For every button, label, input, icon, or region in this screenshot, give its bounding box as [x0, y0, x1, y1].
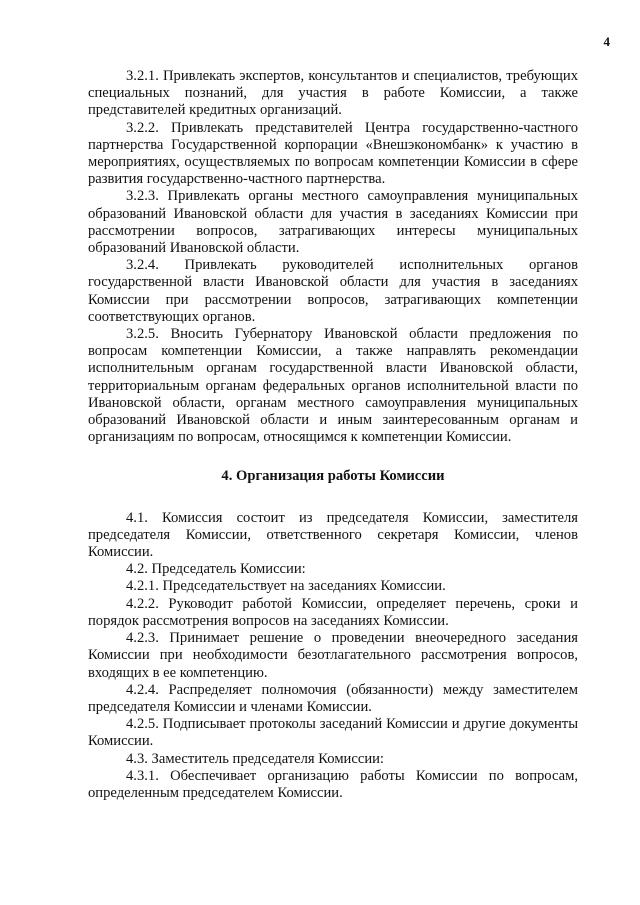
section-heading: 4. Организация работы Комиссии: [221, 468, 445, 485]
paragraph-4-3: 4.3. Заместитель председателя Комиссии:: [126, 750, 384, 767]
paragraph-4-1: 4.1. Комиссия состоит из председателя Комиссии, заместителя председателя Комиссии, ответственного секретаря Комиссии, членов Комиссии.: [88, 509, 578, 561]
paragraph-4-2-4: 4.2.4. Распределяет полномочия (обязанности) между заместителем председателя Комиссии и членами Комиссии.: [88, 681, 578, 715]
paragraph-4-3-1: 4.3.1. Обеспечивает организацию работы Комиссии по вопросам, определенным председателем Комиссии.: [88, 767, 578, 801]
paragraph-4-2-2: 4.2.2. Руководит работой Комиссии, определяет перечень, сроки и порядок рассмотрения вопросов на заседаниях Комиссии.: [88, 595, 578, 629]
paragraph-4-2-5: 4.2.5. Подписывает протоколы заседаний Комиссии и другие документы Комиссии.: [88, 716, 578, 750]
paragraph-4-2-1: 4.2.1. Председательствует на заседаниях Комиссии.: [126, 578, 446, 595]
paragraph-4-2: 4.2. Председатель Комиссии:: [126, 561, 306, 578]
paragraph-3-2-4: 3.2.4. Привлекать руководителей исполнительных органов государственной власти Ивановской области для участия в заседаниях Комиссии при рассмотрении вопросов, затрагивающих компетенции соответствующих органов.: [88, 257, 578, 325]
paragraph-3-2-5: 3.2.5. Вносить Губернатору Ивановской области предложения по вопросам компетенции Комиссии, а также направлять рекомендации исполнительным органам государственной власти Ивановской области, территориальным органам федеральных органов исполнительной власти по Ивановской области, органам местного самоуправления муниципальных образований Ивановской области и иным заинтересованным органам и организациям по вопросам, относящимся к компетенции Комиссии.: [88, 326, 578, 446]
page-number: 4: [603, 34, 610, 49]
paragraph-4-2-3: 4.2.3. Принимает решение о проведении внеочередного заседания Комиссии при необходимости безотлагательного рассмотрения вопросов, входящих в ее компетенцию.: [88, 630, 578, 681]
paragraph-3-2-1: 3.2.1. Привлекать экспертов, консультантов и специалистов, требующих специальных познаний, для участия в работе Комиссии, а также представителей кредитных организаций.: [88, 68, 578, 119]
paragraph-3-2-2: 3.2.2. Привлекать представителей Центра государственно-частного партнерства Государственной корпорации «Внешэкономбанк» к участию в мероприятиях, осуществляемых по вопросам компетенции Комиссии в сфере развития государственно-частного партнерства.: [88, 119, 578, 188]
paragraph-3-2-3: 3.2.3. Привлекать органы местного самоуправления муниципальных образований Ивановской области для участия в заседаниях Комиссии при рассмотрении вопросов, затрагивающих интересы муниципальных образований Ивановской области.: [88, 188, 578, 257]
document-body: [88, 68, 578, 802]
